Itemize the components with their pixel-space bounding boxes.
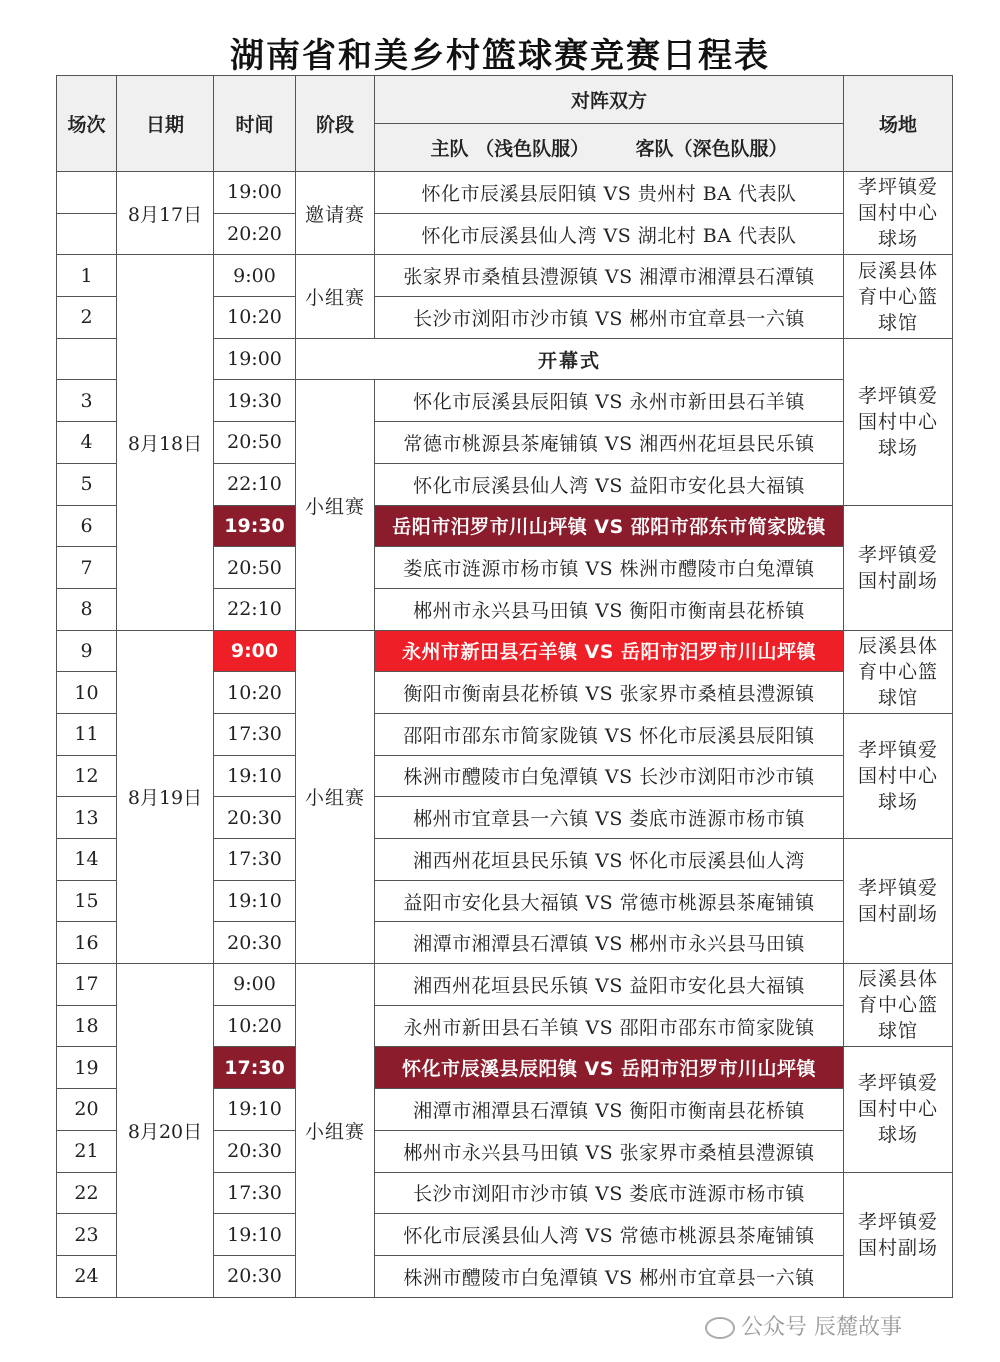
time-cell: 22:10: [214, 463, 296, 505]
date-cell: 8月20日: [117, 964, 214, 1298]
match-no: 16: [57, 922, 117, 964]
match-no: 3: [57, 380, 117, 422]
match-cell: 邵阳市邵东市简家陇镇 VS 怀化市辰溪县辰阳镇: [375, 713, 844, 755]
time-cell: 20:50: [214, 422, 296, 464]
time-cell: 17:30: [214, 1047, 296, 1089]
stage-cell: 小组赛: [296, 380, 375, 630]
match-no: 5: [57, 463, 117, 505]
match-cell: 株洲市醴陵市白兔潭镇 VS 郴州市宜章县一六镇: [375, 1255, 844, 1297]
match-no: 9: [57, 630, 117, 672]
match-cell: 娄底市涟源市杨市镇 VS 株洲市醴陵市白兔潭镇: [375, 547, 844, 589]
match-cell: 怀化市辰溪县仙人湾 VS 湖北村 BA 代表队: [375, 213, 844, 255]
match-no: 6: [57, 505, 117, 547]
time-cell: 10:20: [214, 1005, 296, 1047]
time-cell: 17:30: [214, 839, 296, 881]
match-cell: 湘西州花垣县民乐镇 VS 益阳市安化县大福镇: [375, 964, 844, 1006]
time-cell: 19:10: [214, 1214, 296, 1256]
watermark-text: 公众号 辰麓故事: [741, 1315, 902, 1340]
match-cell: 张家界市桑植县澧源镇 VS 湘潭市湘潭县石潭镇: [375, 255, 844, 297]
ceremony-cell: 开幕式: [296, 338, 844, 380]
match-no: 14: [57, 839, 117, 881]
wechat-icon: [705, 1317, 735, 1339]
match-no: 1: [57, 255, 117, 297]
time-cell: 20:30: [214, 797, 296, 839]
venue-cell: 孝坪镇爱国村中心球场: [844, 1047, 953, 1172]
time-cell: 19:00: [214, 338, 296, 380]
match-cell: 怀化市辰溪县辰阳镇 VS 贵州村 BA 代表队: [375, 172, 844, 214]
header-date: 日期: [117, 76, 214, 172]
time-cell: 19:10: [214, 755, 296, 797]
venue-cell: 孝坪镇爱国村中心球场: [844, 338, 953, 505]
match-no: 4: [57, 422, 117, 464]
venue-cell: 辰溪县体育中心篮球馆: [844, 964, 953, 1047]
header-stage: 阶段: [296, 76, 375, 172]
match-no: [57, 338, 117, 380]
match-no: 18: [57, 1005, 117, 1047]
time-cell: 19:30: [214, 505, 296, 547]
match-no: 15: [57, 880, 117, 922]
match-no: 10: [57, 672, 117, 714]
match-cell: 常德市桃源县茶庵铺镇 VS 湘西州花垣县民乐镇: [375, 422, 844, 464]
time-cell: 20:30: [214, 1255, 296, 1297]
match-cell: 郴州市永兴县马田镇 VS 张家界市桑植县澧源镇: [375, 1130, 844, 1172]
match-cell: 衡阳市衡南县花桥镇 VS 张家界市桑植县澧源镇: [375, 672, 844, 714]
match-cell: 株洲市醴陵市白兔潭镇 VS 长沙市浏阳市沙市镇: [375, 755, 844, 797]
match-no: 19: [57, 1047, 117, 1089]
venue-cell: 孝坪镇爱国村中心球场: [844, 172, 953, 255]
match-no: 7: [57, 547, 117, 589]
match-cell: 怀化市辰溪县仙人湾 VS 益阳市安化县大福镇: [375, 463, 844, 505]
match-cell: 永州市新田县石羊镇 VS 邵阳市邵东市简家陇镇: [375, 1005, 844, 1047]
date-cell: 8月18日: [117, 255, 214, 630]
match-cell: 郴州市永兴县马田镇 VS 衡阳市衡南县花桥镇: [375, 588, 844, 630]
match-no: 12: [57, 755, 117, 797]
time-cell: 10:20: [214, 672, 296, 714]
header-match: 对阵双方: [375, 76, 844, 124]
header-row: [57, 76, 953, 124]
venue-cell: 孝坪镇爱国村副场: [844, 839, 953, 964]
time-cell: 20:20: [214, 213, 296, 255]
time-cell: 20:50: [214, 547, 296, 589]
time-cell: 9:00: [214, 630, 296, 672]
match-cell: 湘西州花垣县民乐镇 VS 怀化市辰溪县仙人湾: [375, 839, 844, 881]
table-row-highlighted: [57, 630, 953, 672]
venue-cell: 孝坪镇爱国村副场: [844, 1172, 953, 1297]
table-row: [57, 172, 953, 214]
date-cell: 8月17日: [117, 172, 214, 255]
time-cell: 17:30: [214, 1172, 296, 1214]
watermark: [705, 1310, 902, 1341]
venue-cell: 辰溪县体育中心篮球馆: [844, 630, 953, 713]
time-cell: 19:10: [214, 1089, 296, 1131]
match-no: 21: [57, 1130, 117, 1172]
header-time: 时间: [214, 76, 296, 172]
match-cell: 怀化市辰溪县辰阳镇 VS 岳阳市汨罗市川山坪镇: [375, 1047, 844, 1089]
time-cell: 20:30: [214, 922, 296, 964]
match-no: 8: [57, 588, 117, 630]
match-cell: 长沙市浏阳市沙市镇 VS 娄底市涟源市杨市镇: [375, 1172, 844, 1214]
stage-cell: 小组赛: [296, 630, 375, 964]
match-no: 11: [57, 713, 117, 755]
stage-cell: 小组赛: [296, 255, 375, 338]
match-cell: 怀化市辰溪县辰阳镇 VS 永州市新田县石羊镇: [375, 380, 844, 422]
venue-cell: 辰溪县体育中心篮球馆: [844, 255, 953, 338]
stage-cell: 小组赛: [296, 964, 375, 1298]
time-cell: 17:30: [214, 713, 296, 755]
page-title: 湖南省和美乡村篮球赛竞赛日程表: [230, 36, 770, 76]
time-cell: 10:20: [214, 297, 296, 339]
match-no: 23: [57, 1214, 117, 1256]
table-row: [57, 255, 953, 297]
match-cell: 湘潭市湘潭县石潭镇 VS 衡阳市衡南县花桥镇: [375, 1089, 844, 1131]
away-team-label: 客队（深色队服）: [635, 138, 788, 160]
header-venue: 场地: [844, 76, 953, 172]
time-cell: 19:30: [214, 380, 296, 422]
stage-cell: 邀请赛: [296, 172, 375, 255]
match-cell: 郴州市宜章县一六镇 VS 娄底市涟源市杨市镇: [375, 797, 844, 839]
header-no: 场次: [57, 76, 117, 172]
date-cell: 8月19日: [117, 630, 214, 964]
match-no: 24: [57, 1255, 117, 1297]
time-cell: 22:10: [214, 588, 296, 630]
match-no: 13: [57, 797, 117, 839]
venue-cell: 孝坪镇爱国村中心球场: [844, 713, 953, 838]
match-cell: 长沙市浏阳市沙市镇 VS 郴州市宜章县一六镇: [375, 297, 844, 339]
match-no: 22: [57, 1172, 117, 1214]
time-cell: 19:10: [214, 880, 296, 922]
match-no: 20: [57, 1089, 117, 1131]
venue-cell: 孝坪镇爱国村副场: [844, 505, 953, 630]
schedule-table: [56, 75, 953, 1298]
match-cell: 岳阳市汨罗市川山坪镇 VS 邵阳市邵东市简家陇镇: [375, 505, 844, 547]
time-cell: 9:00: [214, 964, 296, 1006]
match-no: [57, 213, 117, 255]
time-cell: 19:00: [214, 172, 296, 214]
match-no: 17: [57, 964, 117, 1006]
match-no: [57, 172, 117, 214]
match-cell: 益阳市安化县大福镇 VS 常德市桃源县茶庵铺镇: [375, 880, 844, 922]
time-cell: 20:30: [214, 1130, 296, 1172]
match-cell: 怀化市辰溪县仙人湾 VS 常德市桃源县茶庵铺镇: [375, 1214, 844, 1256]
match-cell: 永州市新田县石羊镇 VS 岳阳市汨罗市川山坪镇: [375, 630, 844, 672]
header-teams: [375, 124, 844, 172]
home-team-label: 主队 （浅色队服）: [430, 138, 590, 160]
match-cell: 湘潭市湘潭县石潭镇 VS 郴州市永兴县马田镇: [375, 922, 844, 964]
match-no: 2: [57, 297, 117, 339]
time-cell: 9:00: [214, 255, 296, 297]
table-row: [57, 964, 953, 1006]
